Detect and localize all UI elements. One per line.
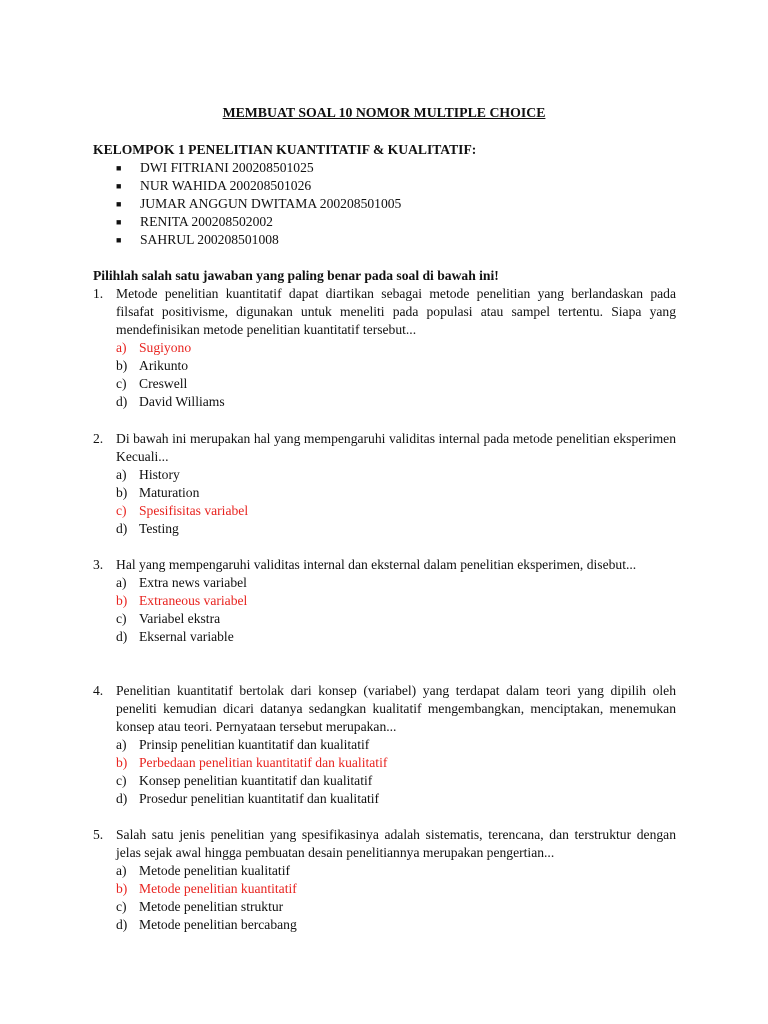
option-list <box>116 736 676 808</box>
question-number: 3. <box>93 557 104 572</box>
question-5 <box>93 826 676 934</box>
question-1 <box>93 285 676 411</box>
group-heading: KELOMPOK 1 PENELITIAN KUANTITATIF & KUALITATIF: <box>93 142 477 157</box>
option-a: a) History <box>116 467 180 482</box>
option-list <box>116 574 676 646</box>
question-number: 5. <box>93 827 104 842</box>
list-item: ■ SAHRUL 200208501008 <box>116 232 279 247</box>
question-number: 4. <box>93 683 104 698</box>
bullet-icon: ■ <box>116 217 122 227</box>
question-number: 2. <box>93 431 104 446</box>
list-item: ■ JUMAR ANGGUN DWITAMA 200208501005 <box>116 196 402 211</box>
option-b: b) Maturation <box>116 485 200 500</box>
option-d: d) Metode penelitian bercabang <box>116 917 297 932</box>
question-3 <box>93 556 676 646</box>
instruction-text: Pilihlah salah satu jawaban yang paling benar pada soal di bawah ini! <box>93 268 499 283</box>
bullet-icon: ■ <box>116 199 122 209</box>
question-4 <box>93 682 676 808</box>
question-text: Penelitian kuantitatif bertolak dari konsep (variabel) yang terdapat dalam teori yang dipilih oleh peneliti kemudian dicari datanya sedangkan kualitatif mengembangkan, menciptakan, menemukan konsep atau teori. Pernyataan tersebut merupakan... <box>116 683 676 734</box>
list-item: ■ RENITA 200208502002 <box>116 214 273 229</box>
option-b: b) Arikunto <box>116 358 189 373</box>
list-item: ■ NUR WAHIDA 200208501026 <box>116 178 312 193</box>
question-text: Metode penelitian kuantitatif dapat diartikan sebagai metode penelitian yang berlandaskan pada filsafat positivisme, digunakan untuk meneliti pada populasi atau sampel tertentu. Siapa yang mendefinisikan metode penelitian kuantitatif tersebut... <box>116 286 676 337</box>
option-a: a) Metode penelitian kualitatif <box>116 863 290 878</box>
option-b: b) Perbedaan penelitian kuantitatif dan kualitatif <box>116 755 388 770</box>
option-list <box>116 466 676 538</box>
option-list <box>116 339 676 411</box>
question-text: Di bawah ini merupakan hal yang mempengaruhi validitas internal pada metode penelitian eksperimen Kecuali... <box>116 431 676 464</box>
option-c: c) Metode penelitian struktur <box>116 899 284 914</box>
option-a: a) Prinsip penelitian kuantitatif dan kualitatif <box>116 737 370 752</box>
option-d: d) Testing <box>116 521 179 536</box>
bullet-icon: ■ <box>116 235 122 245</box>
bullet-icon: ■ <box>116 163 122 173</box>
option-list <box>116 862 676 934</box>
option-b: b) Extraneous variabel <box>116 593 248 608</box>
question-text: Hal yang mempengaruhi validitas internal dan eksternal dalam penelitian eksperimen, disebut... <box>116 557 637 572</box>
option-c: c) Variabel ekstra <box>116 611 221 626</box>
list-item: ■ DWI FITRIANI 200208501025 <box>116 160 314 175</box>
option-a: a) Sugiyono <box>116 340 192 355</box>
option-c: c) Spesifisitas variabel <box>116 503 249 518</box>
bullet-icon: ■ <box>116 181 122 191</box>
page-title: MEMBUAT SOAL 10 NOMOR MULTIPLE CHOICE <box>222 105 546 120</box>
option-d: d) Prosedur penelitian kuantitatif dan kualitatif <box>116 791 380 806</box>
question-number: 1. <box>93 286 104 301</box>
question-2 <box>93 430 676 538</box>
question-text: Salah satu jenis penelitian yang spesifikasinya adalah sistematis, terencana, dan terstruktur dengan jelas sejak awal hingga pembuatan desain penelitiannya merupakan pengertian... <box>116 827 676 860</box>
option-a: a) Extra news variabel <box>116 575 247 590</box>
option-b: b) Metode penelitian kuantitatif <box>116 881 297 896</box>
option-c: c) Creswell <box>116 376 188 391</box>
option-d: d) Eksernal variable <box>116 629 234 644</box>
member-list <box>116 159 401 249</box>
option-d: d) David Williams <box>116 394 225 409</box>
option-c: c) Konsep penelitian kuantitatif dan kualitatif <box>116 773 373 788</box>
